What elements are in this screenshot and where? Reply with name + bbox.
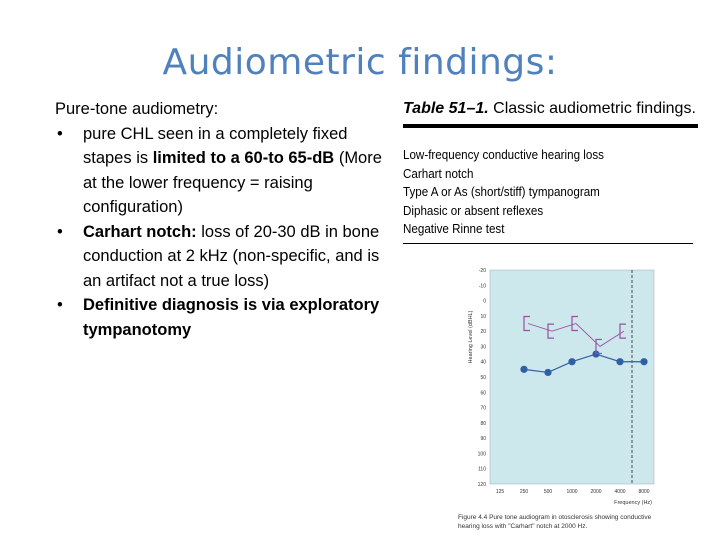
y-tick-label: 100 (477, 451, 486, 458)
x-tick-label: 250 (519, 489, 529, 495)
y-tick-label: 10 (480, 313, 486, 320)
data-point-air (544, 369, 551, 376)
table-row: Diphasic or absent reflexes (403, 203, 544, 218)
y-tick-label: 80 (480, 420, 486, 427)
table-bottom-rule (403, 243, 693, 244)
x-tick-label: 1000 (566, 489, 578, 495)
x-tick-label: 4000 (614, 489, 626, 495)
data-point-air (568, 358, 575, 365)
y-tick-label: 60 (480, 390, 486, 397)
bullet-text: pure CHL seen in a completely fixed stapes is (83, 124, 348, 167)
bullet-item (55, 220, 385, 294)
bullet-item (55, 122, 385, 220)
bullet-marker: • (57, 124, 63, 143)
bullet-marker: • (57, 296, 63, 314)
x-tick-label: 2000 (590, 489, 602, 495)
y-tick-label: 20 (480, 329, 486, 336)
lead-text: Pure-tone audiometry: (55, 100, 219, 118)
table-rule (403, 124, 698, 128)
y-tick-label: 110 (478, 466, 486, 473)
y-axis-label: Hearing Level (dBHL) (468, 310, 474, 364)
table-row: Low-frequency conductive hearing loss (403, 148, 604, 162)
x-tick-label: 125 (495, 489, 505, 495)
bullet-text: (More at the lower frequency = raising configuration) (83, 149, 382, 216)
y-tick-label: -20 (478, 268, 486, 274)
bullet-bold: Definitive diagnosis is via exploratory tympanotomy (83, 296, 380, 339)
bullet-bold: Carhart notch: (83, 222, 197, 241)
table-heading (403, 100, 698, 118)
y-tick-label: -10 (478, 283, 486, 290)
y-tick-label: 90 (480, 436, 486, 443)
data-point-air (520, 366, 527, 373)
data-point-air (616, 358, 623, 365)
bullet-item (55, 293, 385, 342)
findings-table (403, 100, 698, 244)
audiogram-chart (462, 262, 662, 542)
body-text (55, 97, 385, 342)
table-row: Negative Rinne test (403, 222, 505, 236)
plot-area (490, 270, 654, 484)
bullet-bold: limited to a 60-to 65-dB (152, 149, 335, 167)
bullet-list (55, 122, 385, 343)
table-number: Table 51–1. (403, 100, 489, 117)
x-tick-label: 500 (543, 489, 553, 495)
table-row: Carhart notch (403, 166, 474, 181)
y-tick-label: 30 (480, 344, 486, 351)
table-row: Type A or As (short/stiff) tympanogram (403, 185, 600, 199)
bullet-text: loss of 20-30 dB in bone conduction at 2 kHz (non-specific, and is an artifact not a true loss) (83, 222, 380, 290)
y-tick-label: 0 (483, 298, 486, 305)
data-point-air (640, 358, 647, 365)
y-tick-label: 40 (480, 359, 486, 366)
y-tick-label: 70 (480, 405, 486, 412)
y-tick-label: 120 (477, 482, 486, 488)
x-tick-label: 8000 (638, 489, 650, 495)
x-axis-label: Frequency (Hz) (614, 500, 652, 506)
figure-caption: Figure 4.4 Pure tone audiogram in otosclerosis showing conductive hearing loss with "Carhart" notch at 2000 Hz. (458, 514, 652, 530)
y-tick-label: 50 (480, 375, 486, 381)
bullet-marker: • (57, 222, 63, 241)
slide-title: Audiometric findings: (162, 42, 558, 83)
table-rows (403, 146, 677, 239)
table-title: Classic audiometric findings. (493, 100, 696, 117)
